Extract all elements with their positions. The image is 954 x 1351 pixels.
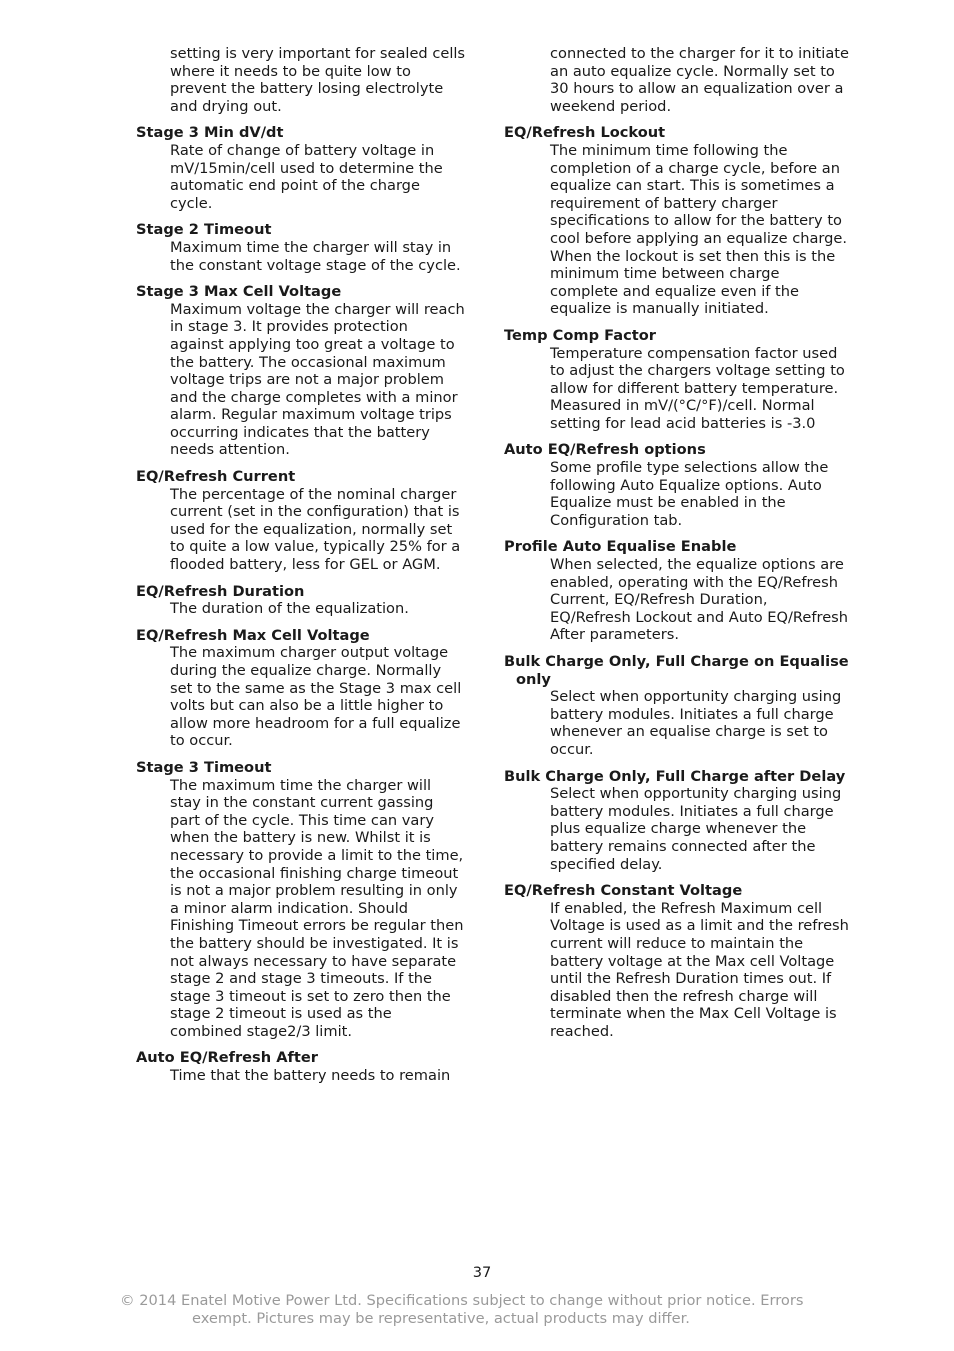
definition-entry — [504, 538, 849, 644]
definition-term: Bulk Charge Only, Full Charge on Equalise only — [504, 653, 849, 688]
footer-line-2: exempt. Pictures may be representative, actual products may differ. — [192, 1309, 690, 1327]
definition-term: EQ/Refresh Lockout — [504, 124, 666, 142]
definition-entry — [136, 283, 466, 459]
definition-text: The maximum time the charger will stay in the constant current gassing part of the cycle. This time can vary when the battery is new. Whilst it is necessary to provide a limit to the time, the occasional finishing charge timeout is not a major problem resulting in only a minor alarm indication. Should Finishing Timeout errors be regular then the battery should be investigated. It is not always necessary to have separate stage 2 and stage 3 timeouts. If the stage 3 timeout is set to zero then the stage 2 timeout is used as the combined stage2/3 limit. — [170, 776, 464, 1040]
definition-text: Some profile type selections allow the following Auto Equalize options. Auto Equalize must be enabled in the Configuration tab. — [550, 459, 829, 529]
definition-text: The maximum charger output voltage during the equalize charge. Normally set to the same as the Stage 3 max cell volts but can also be a little higher to allow more headroom for a full equalize to occur. — [170, 644, 462, 750]
definition-term: Stage 3 Max Cell Voltage — [136, 283, 342, 301]
footer-line-1: © 2014 Enatel Motive Power Ltd. Specifications subject to change without prior notice. Errors — [120, 1292, 804, 1309]
definition-text: If enabled, the Refresh Maximum cell Voltage is used as a limit and the refresh current will reduce to maintain the battery voltage at the Max cell Voltage until the Refresh Duration times out. If disabled then the refresh charge will terminate when the Max Cell Voltage is reached. — [550, 899, 849, 1040]
right-column — [504, 45, 849, 1049]
left-continued-text: setting is very important for sealed cells where it needs to be quite low to prevent the battery losing electrolyte and drying out. — [170, 45, 466, 115]
right-continued-text: connected to the charger for it to initiate an auto equalize cycle. Normally set to 30 hours to allow an equalization over a weekend period. — [550, 45, 849, 115]
definition-term: EQ/Refresh Max Cell Voltage — [136, 626, 370, 644]
definition-text: When selected, the equalize options are enabled, operating with the EQ/Refresh Current, EQ/Refresh Duration, EQ/Refresh Lockout and Auto EQ/Refresh After parameters. — [550, 556, 849, 644]
definition-entry — [136, 627, 466, 750]
definition-text: Maximum time the charger will stay in the constant voltage stage of the cycle. — [170, 238, 461, 274]
definition-text: Maximum voltage the charger will reach in stage 3. It provides protection against applying too great a voltage to the battery. The occasional maximum voltage trips are not a major problem and the charge completes with a minor alarm. Regular maximum voltage trips occurring indicates that the battery needs attention. — [170, 300, 465, 459]
copyright-footer — [120, 1292, 810, 1327]
definition-entry — [504, 768, 849, 874]
definition-term: Auto EQ/Refresh options — [504, 441, 706, 459]
definition-entry — [136, 221, 466, 274]
definition-entry — [136, 1049, 466, 1084]
definition-text: Select when opportunity charging using battery modules. Initiates a full charge plus equalize charge whenever the battery remains connected after the specified delay. — [550, 785, 842, 873]
definition-term: Profile Auto Equalise Enable — [504, 538, 737, 556]
definition-text: The duration of the equalization. — [170, 600, 409, 618]
definition-text: Select when opportunity charging using battery modules. Initiates a full charge whenever an equalise charge is set to occur. — [550, 688, 842, 758]
definition-term: Temp Comp Factor — [504, 326, 656, 344]
definition-entry — [136, 759, 466, 1041]
definition-term: Stage 3 Timeout — [136, 758, 272, 776]
definition-term: Stage 3 Min dV/dt — [136, 124, 284, 142]
definition-entry — [136, 468, 466, 574]
definition-term: Auto EQ/Refresh After — [136, 1049, 318, 1067]
definition-text: The minimum time following the completion of a charge cycle, before an equalize can start. This is sometimes a requirement of battery charger specifications to allow for the battery to cool before applying an equalize charge. When the lockout is set then this is the minimum time between charge complete and equalize even if the equalize is manually initiated. — [550, 141, 848, 318]
definition-text: Temperature compensation factor used to adjust the chargers voltage setting to allow for different battery temperature. Measured in mV/(°C/°F)/cell. Normal setting for lead acid batteries is -3.0 — [550, 344, 845, 432]
definition-text: The percentage of the nominal charger current (set in the configuration) that is used for the equalization, normally set to quite a low value, typically 25% for a flooded battery, less for GEL or AGM. — [170, 485, 461, 574]
definition-text: Time that the battery needs to remain — [170, 1067, 451, 1085]
definition-term: EQ/Refresh Current — [136, 468, 296, 486]
definition-entry — [504, 882, 849, 1040]
definition-entry — [504, 441, 849, 529]
definition-entry — [136, 583, 466, 618]
definition-term: EQ/Refresh Constant Voltage — [504, 882, 743, 900]
definition-term: EQ/Refresh Duration — [136, 582, 305, 600]
definition-entry — [504, 653, 849, 759]
definition-entry — [504, 327, 849, 433]
page-number: 37 — [472, 1264, 492, 1281]
definition-term: Bulk Charge Only, Full Charge after Delay — [504, 767, 846, 785]
definition-entry — [504, 124, 849, 318]
definition-entry — [136, 124, 466, 212]
left-column — [136, 45, 466, 1094]
definition-term: Stage 2 Timeout — [136, 221, 272, 239]
definition-text: Rate of change of battery voltage in mV/15min/cell used to determine the automatic end point of the charge cycle. — [170, 141, 443, 212]
